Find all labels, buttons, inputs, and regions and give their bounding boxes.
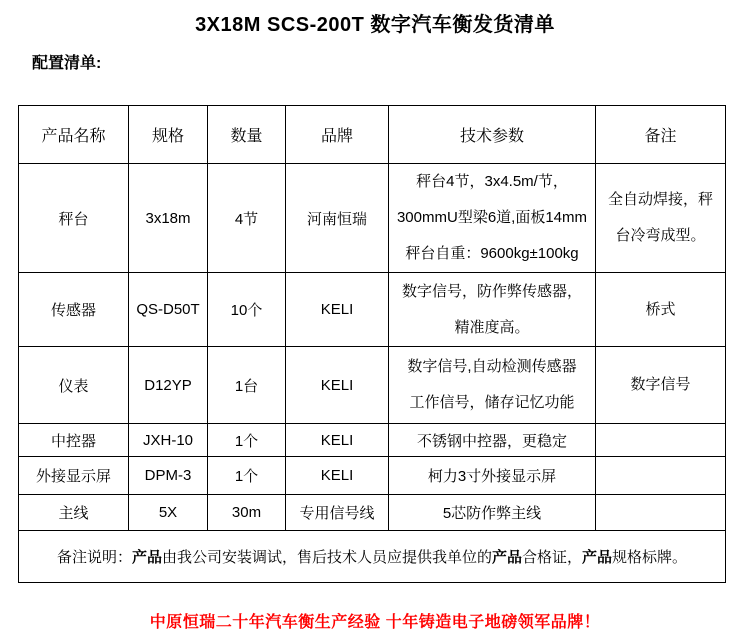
col-header-quantity: 数量 xyxy=(208,106,286,164)
cell-spec: 3x18m xyxy=(129,164,208,273)
cell-spec: DPM-3 xyxy=(129,457,208,495)
remark-note-segment: 合格证， xyxy=(522,549,583,566)
cell-quantity: 30m xyxy=(208,495,286,531)
cell-spec: JXH-10 xyxy=(129,424,208,457)
table-row-platform xyxy=(19,164,726,273)
cell-quantity: 1个 xyxy=(208,457,286,495)
cell-brand: KELI xyxy=(286,457,389,495)
cell-spec: 5X xyxy=(129,495,208,531)
col-header-spec: 规格 xyxy=(129,106,208,164)
cell-brand: KELI xyxy=(286,273,389,347)
remark-note-cell xyxy=(19,531,726,583)
cell-brand: 专用信号线 xyxy=(286,495,389,531)
cell-tech-params: 不锈钢中控器，更稳定 xyxy=(389,424,596,457)
table-row-main-cable xyxy=(19,495,726,531)
cell-product-name: 中控器 xyxy=(19,424,129,457)
cell-product-name: 传感器 xyxy=(19,273,129,347)
cell-brand: KELI xyxy=(286,347,389,424)
cell-tech-params: 秤台4节，3x4.5m/节， 300mmU型梁6道,面板14mm 秤台自重：9600kg±100kg xyxy=(389,164,596,273)
col-header-brand: 品牌 xyxy=(286,106,389,164)
page-title: 3X18M SCS-200T 数字汽车衡发货清单 xyxy=(195,14,555,36)
table-row-controller xyxy=(19,424,726,457)
col-header-tech-params: 技术参数 xyxy=(389,106,596,164)
table-row-remark-note xyxy=(19,531,726,583)
cell-product-name: 秤台 xyxy=(19,164,129,273)
cell-spec: D12YP xyxy=(129,347,208,424)
table-header-row xyxy=(19,106,726,164)
col-header-remark: 备注 xyxy=(596,106,726,164)
footer-slogan: 中原恒瑞二十年汽车衡生产经验 十年铸造电子地磅领军品牌！ xyxy=(149,614,601,631)
cell-remark xyxy=(596,424,726,457)
cell-remark xyxy=(596,457,726,495)
cell-quantity: 4节 xyxy=(208,164,286,273)
cell-remark: 桥式 xyxy=(596,273,726,347)
cell-tech-params: 柯力3寸外接显示屏 xyxy=(389,457,596,495)
cell-brand: KELI xyxy=(286,424,389,457)
table-row-external-display xyxy=(19,457,726,495)
col-header-product-name: 产品名称 xyxy=(19,106,129,164)
remark-note-segment: 产品 xyxy=(582,549,613,566)
cell-quantity: 10个 xyxy=(208,273,286,347)
table-row-sensor xyxy=(19,273,726,347)
cell-tech-params: 数字信号，防作弊传感器， 精准度高。 xyxy=(389,273,596,347)
cell-brand: 河南恒瑞 xyxy=(286,164,389,273)
shipment-table xyxy=(18,105,726,583)
config-list-label: 配置清单: xyxy=(32,55,102,72)
cell-tech-params: 5芯防作弊主线 xyxy=(389,495,596,531)
cell-spec: QS-D50T xyxy=(129,273,208,347)
cell-quantity: 1个 xyxy=(208,424,286,457)
remark-note-segment: 规格标牌。 xyxy=(612,549,688,566)
remark-note-segment: 产品 xyxy=(491,549,522,566)
cell-tech-params: 数字信号,自动检测传感器 工作信号，储存记忆功能 xyxy=(389,347,596,424)
cell-product-name: 仪表 xyxy=(19,347,129,424)
cell-product-name: 主线 xyxy=(19,495,129,531)
cell-product-name: 外接显示屏 xyxy=(19,457,129,495)
cell-quantity: 1台 xyxy=(208,347,286,424)
cell-remark: 数字信号 xyxy=(596,347,726,424)
remark-note-segment: 产品 xyxy=(131,549,162,566)
remark-note-segment: 由我公司安装调试，售后技术人员应提供我单位的 xyxy=(161,549,492,566)
table-row-indicator xyxy=(19,347,726,424)
remark-note-label: 备注说明： xyxy=(56,549,132,566)
cell-remark xyxy=(596,495,726,531)
cell-remark: 全自动焊接，秤 台冷弯成型。 xyxy=(596,164,726,273)
